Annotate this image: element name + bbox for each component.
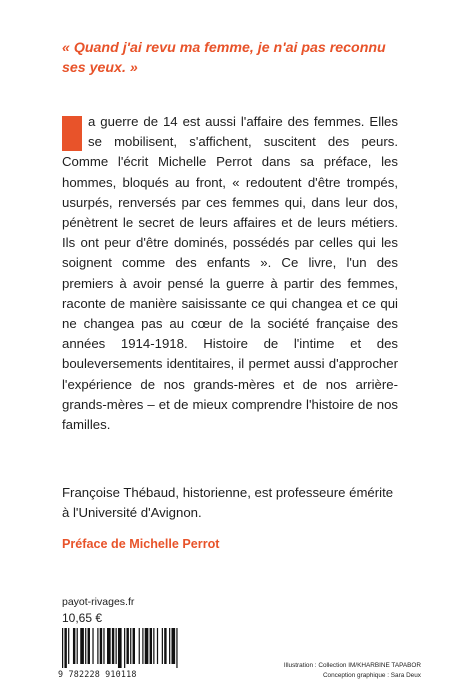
barcode-bar — [80, 628, 84, 664]
publisher-website: payot-rivages.fr — [62, 596, 135, 608]
barcode-bar — [162, 628, 163, 664]
preface-credit: Préface de Michelle Perrot — [62, 537, 220, 551]
barcode-bar — [92, 628, 93, 664]
barcode-bar — [107, 628, 111, 664]
barcode-bar — [100, 628, 102, 664]
barcode-bar — [145, 628, 149, 664]
pull-quote: « Quand j'ai revu ma femme, je n'ai pas reconnu ses yeux. » — [62, 40, 386, 76]
author-note: Françoise Thébaud, historienne, est professeure émérite à l'Université d'Avignon. — [62, 485, 394, 521]
barcode-bar — [112, 628, 114, 664]
barcode-bar — [103, 628, 104, 664]
barcode-bar — [85, 628, 86, 664]
barcode-bar — [68, 628, 69, 664]
barcode-bar — [139, 628, 140, 664]
barcode-bar — [176, 628, 177, 668]
barcode-bar — [73, 628, 75, 664]
barcode-bar — [150, 628, 152, 664]
barcode-bar — [171, 628, 175, 664]
barcode-bar — [133, 628, 135, 664]
barcode-bar — [88, 628, 90, 664]
barcode-bar — [153, 628, 154, 664]
barcode-bar — [62, 628, 63, 668]
blurb-text — [62, 112, 398, 435]
barcode-bar — [126, 628, 128, 664]
barcode-bar — [64, 628, 66, 668]
barcode-bar — [157, 628, 158, 664]
barcode-bar — [77, 628, 78, 664]
barcode-bar — [97, 628, 98, 664]
dropcap-l-mark — [62, 116, 82, 151]
illustration-credit: Illustration : Collection IM/KHARBINE TAPABOR — [283, 662, 421, 669]
barcode-graphic — [62, 628, 180, 668]
barcode-digits: 9 782228 910118 — [58, 669, 137, 679]
barcode-bar — [124, 628, 125, 668]
barcode-bar — [130, 628, 131, 664]
barcode-bar — [142, 628, 143, 664]
blurb-body: a guerre de 14 est aussi l'affaire des femmes. Elles se mobilisent, s'affichent, suscitent des peurs. Comme l'écrit Michelle Perrot dans sa préface, les hommes, bloqués au front, « redoutent d'être trompés, usurpés, renversés par ces femmes qui, dans leur dos, pénètrent le secret de leurs affaires et de leurs métiers. Ils ont peur d'être dominés, possédés par celles qui les soignent comme des enfants ». Ce livre, l'un des premiers à avoir pensé la guerre à partir des femmes, raconte de manière saisissante ce qui changea et ce qui ne changea pas au cœur de la société française des années 1914-1918. Histoire de l'intime et des bouleversements identitaires, il permet aussi d'approcher l'expérience de nos grands-mères et de nos arrière-grands-mères – et de mieux comprendre l'histoire de nos familles. — [62, 114, 398, 433]
price-label: 10,65 € — [62, 611, 103, 625]
barcode-bar — [116, 628, 117, 664]
barcode-bar — [169, 628, 170, 664]
design-credit: Conception graphique : Sara Deux — [322, 672, 421, 679]
barcode-bar — [164, 628, 166, 664]
barcode-bar — [118, 628, 122, 668]
cover-credits — [246, 661, 421, 681]
